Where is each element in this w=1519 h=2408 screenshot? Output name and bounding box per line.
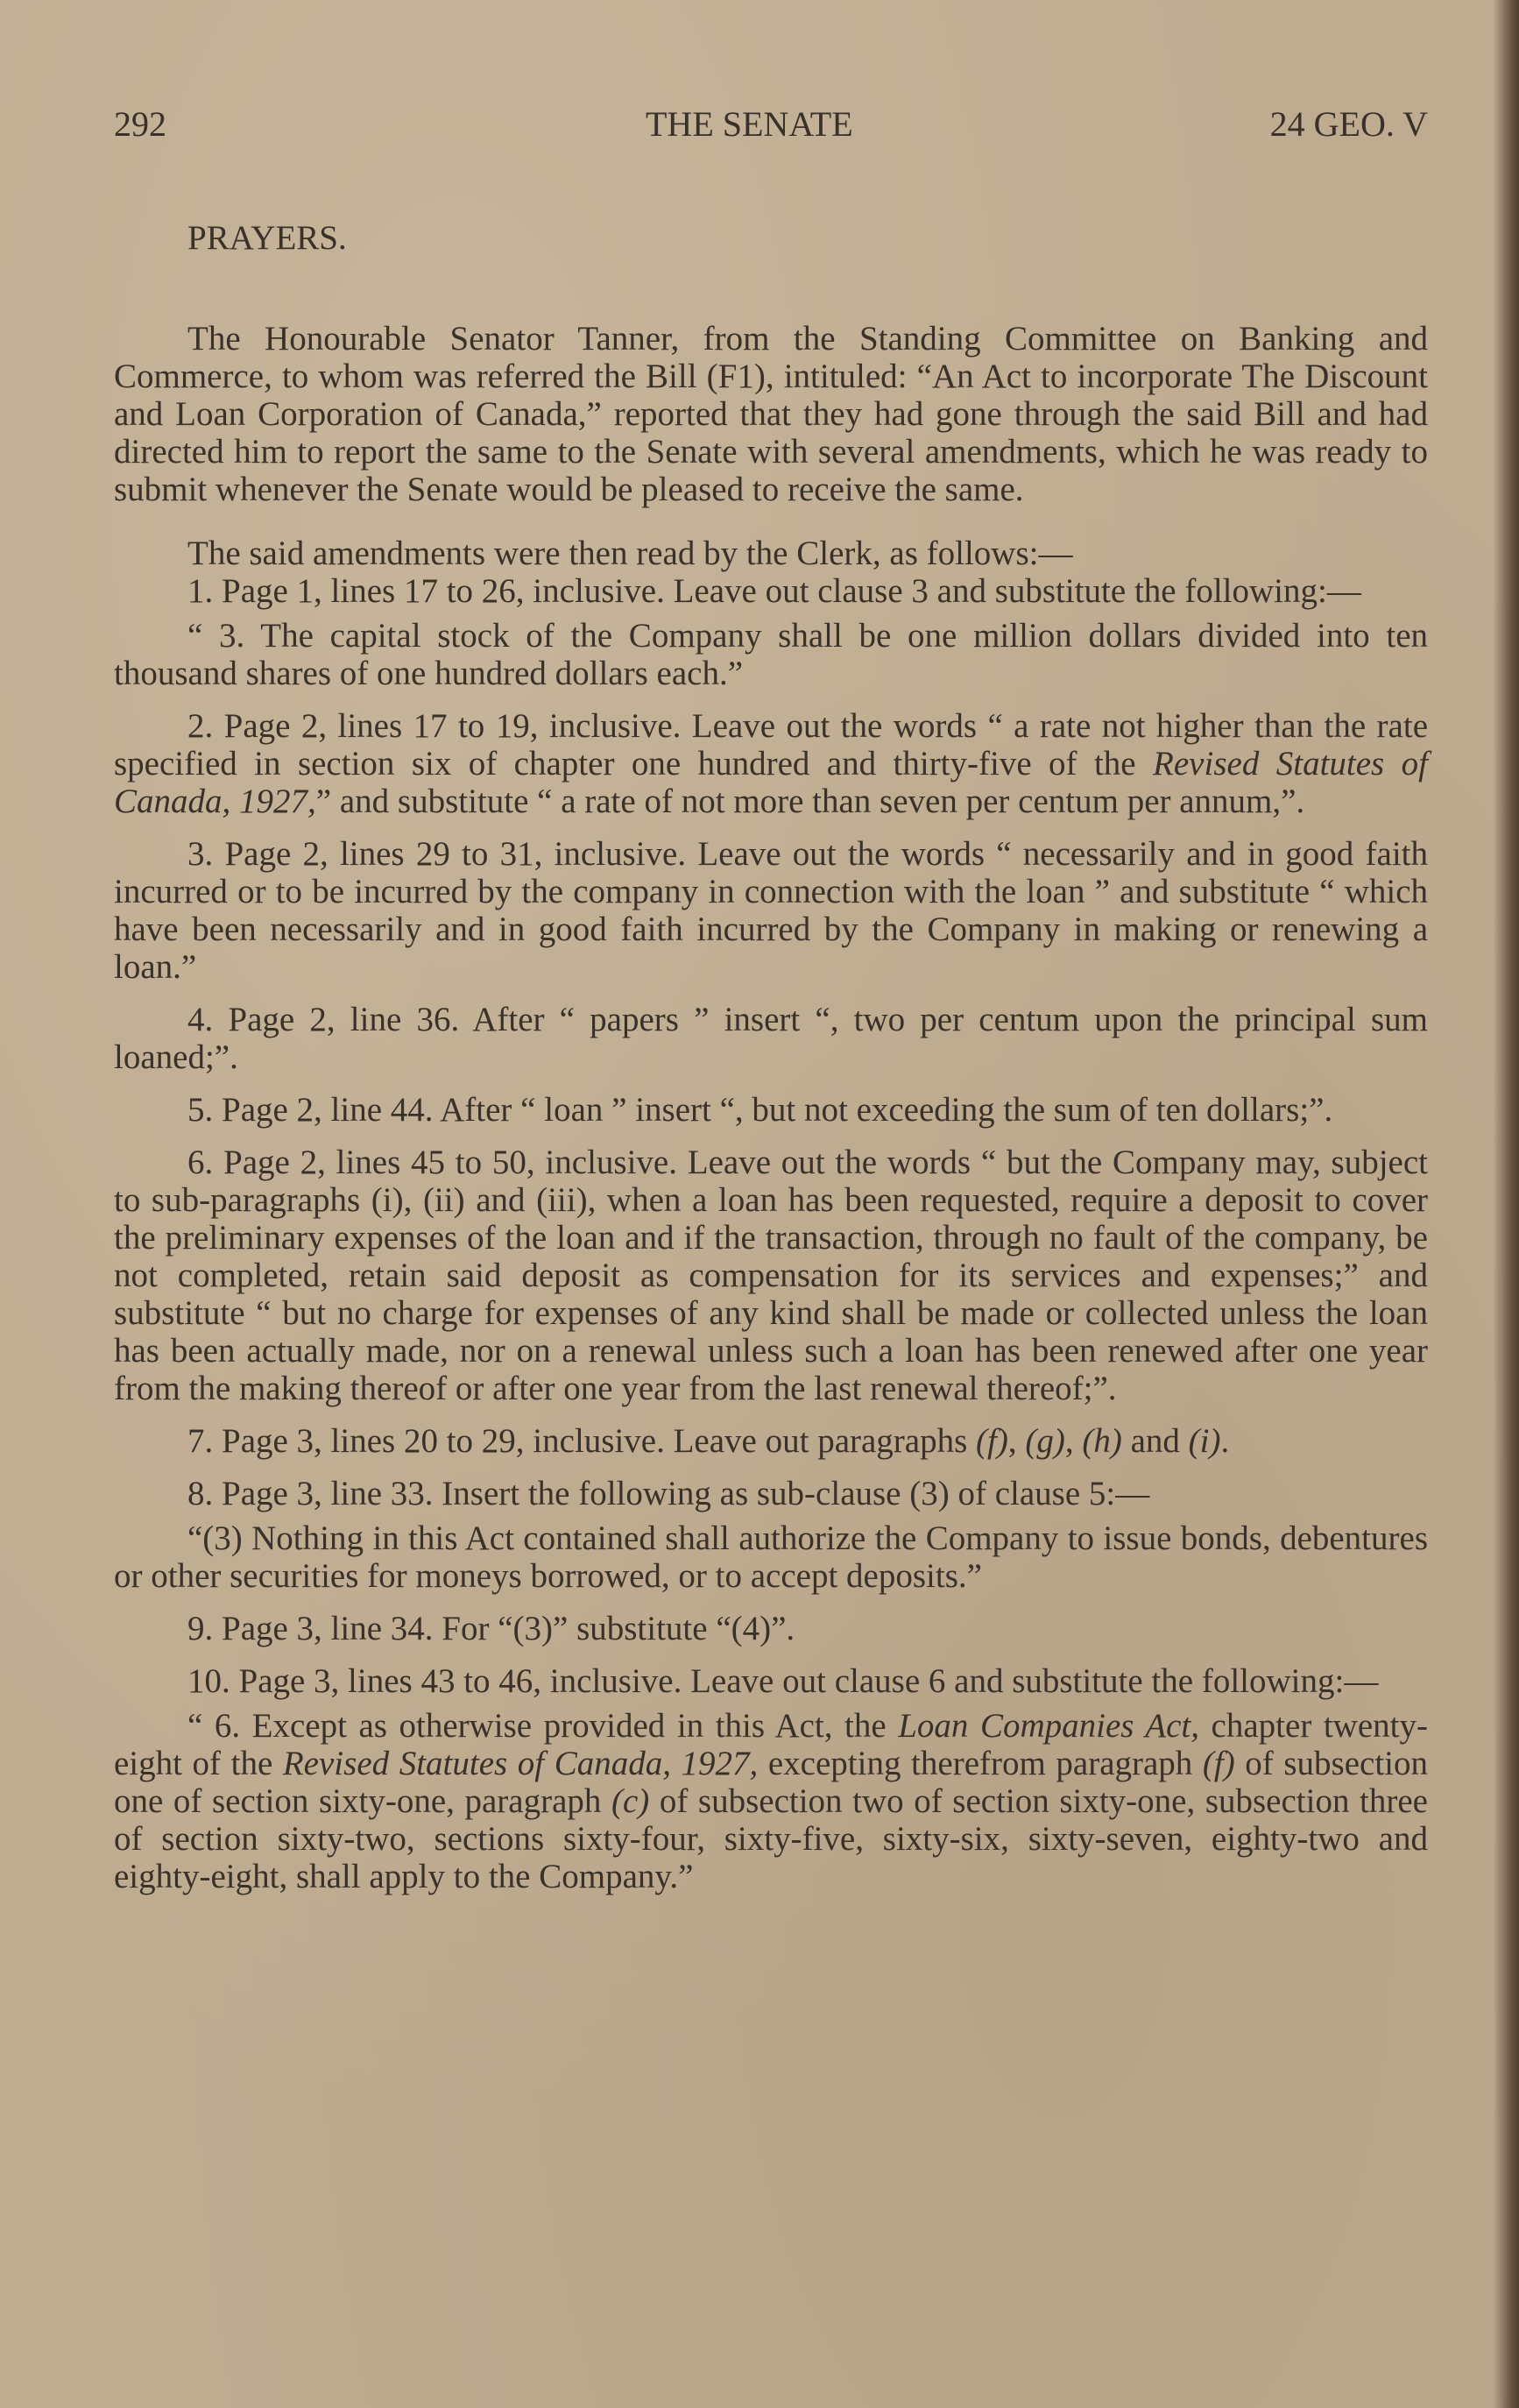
clause-text: excepting therefrom paragraph: [758, 1745, 1203, 1782]
running-header: [114, 103, 1428, 147]
amendment-3: 3. Page 2, lines 29 to 31, inclusive. Leave out the words “ necessarily and in good faith incurred or to be incurred by the company in connection with the loan ” and substitute “ which have been necessarily and in good faith incurred by the Company in making or renewing a loan.”: [114, 835, 1428, 986]
amendment-2: [114, 707, 1428, 820]
paragraph-f: (f): [976, 1422, 1008, 1460]
paragraph-i: (i): [1188, 1422, 1221, 1460]
clause-text: chapter twenty-eight of the: [114, 1707, 1428, 1782]
committee-report-paragraph: The Honourable Senator Tanner, from the Standing Committee on Banking and Commerce, to whom was referred the Bill (F1), intituled: “An Act to incorporate The Discount and Loan Corporation of Canada,” reported that they had gone through the said Bill and had directed him to report the same to the Senate with several amendments, which he was ready to submit whenever the Senate would be pleased to receive the same.: [114, 320, 1428, 508]
running-title: THE SENATE: [646, 104, 853, 144]
journal-body: [114, 219, 1428, 1895]
amendments-intro: The said amendments were then read by the Clerk, as follows:—: [187, 535, 1073, 572]
statute-citation: Revised Statutes of Canada, 1927,: [282, 1745, 759, 1782]
amendment-5: 5. Page 2, line 44. After “ loan ” insert “, but not exceeding the sum of ten dollars;”.: [187, 1091, 1333, 1129]
regnal-year: 24 GEO. V: [1269, 104, 1428, 144]
paragraph-h: (h): [1082, 1422, 1122, 1460]
period: .: [1220, 1422, 1230, 1460]
amendment-8-quoted-clause: “(3) Nothing in this Act contained shall authorize the Company to issue bonds, debentures or other securities for moneys borrowed, or to accept deposits.”: [114, 1519, 1428, 1595]
conjunction: and: [1121, 1422, 1189, 1460]
amendment-7: 7. Page 3, lines 20 to 29, inclusive. Leave out paragraphs (f), (g), (h) and (i).: [187, 1422, 1230, 1460]
amendment-9: 9. Page 3, line 34. For “(3)” substitute “(4)”.: [187, 1610, 795, 1647]
paragraph-c: (c): [611, 1782, 650, 1820]
statute-citation: Revised Statutes of Canada, 1927,: [114, 745, 1428, 820]
amendment-10-quoted-clause: [114, 1707, 1428, 1895]
amendment-2-text-end: ” and substitute “ a rate of not more than seven per centum per annum,”.: [315, 783, 1305, 820]
page-number: 292: [114, 104, 166, 144]
amendment-6: 6. Page 2, lines 45 to 50, inclusive. Leave out the words “ but the Company may, subject to sub-paragraphs (i), (ii) and (iii), when a loan has been requested, require a deposit to cover the preliminary expenses of the loan and if the transaction, through no fault of the company, be not completed, retain said deposit as compensation for its services and expenses;” and substitute “ but no charge for expenses of any kind shall be made or collected unless the loan has been actually made, nor on a renewal unless such a loan has been renewed after one year from the making thereof or after one year from the last renewal thereof;”.: [114, 1144, 1428, 1407]
clause-text: of subsection two of section sixty-one, subsection three of section sixty-two, sections sixty-four, sixty-five, sixty-six, sixty-seven, eighty-two and eighty-eight, shall apply to the Company.”: [114, 1782, 1428, 1895]
amendment-1-quoted-clause: “ 3. The capital stock of the Company shall be one million dollars divided into ten thousand shares of one hundred dollars each.”: [114, 617, 1428, 692]
amendment-8: 8. Page 3, line 33. Insert the following as sub-clause (3) of clause 5:—: [187, 1475, 1150, 1512]
amendment-10: 10. Page 3, lines 43 to 46, inclusive. Leave out clause 6 and substitute the following:—: [187, 1662, 1379, 1700]
paragraph-f: (f): [1202, 1745, 1235, 1782]
act-title: Loan Companies Act,: [898, 1707, 1200, 1745]
amendment-1: 1. Page 1, lines 17 to 26, inclusive. Leave out clause 3 and substitute the following:—: [187, 572, 1361, 610]
amendment-7-text: 7. Page 3, lines 20 to 29, inclusive. Leave out paragraphs: [187, 1422, 977, 1460]
clause-text: of subsection one of section sixty-one, paragraph: [114, 1745, 1428, 1820]
clause-text: “ 6. Except as otherwise provided in this Act, the: [187, 1707, 899, 1745]
page-edge-shadow: [1493, 0, 1519, 2408]
amendment-4: 4. Page 2, line 36. After “ papers ” insert “, two per centum upon the principal sum loaned;”.: [114, 1001, 1428, 1076]
amendment-2-text: 2. Page 2, lines 17 to 19, inclusive. Leave out the words “ a rate not higher than the rate specified in section six of chapter one hundred and thirty-five of the: [114, 707, 1428, 783]
prayers-heading: PRAYERS.: [187, 219, 347, 257]
paragraph-g: (g): [1025, 1422, 1065, 1460]
